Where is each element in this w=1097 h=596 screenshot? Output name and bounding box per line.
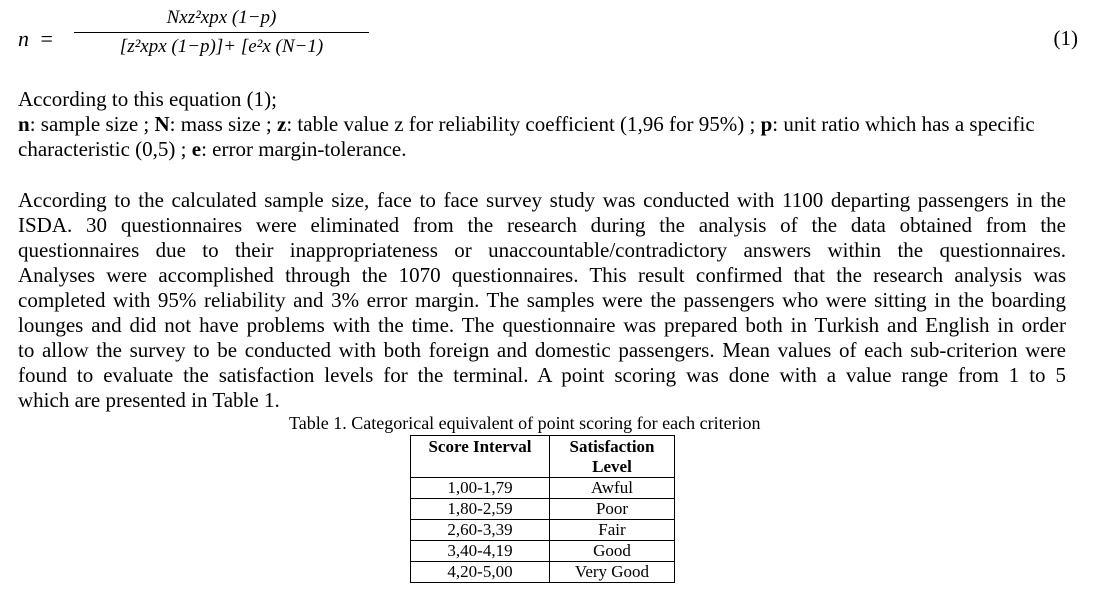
equation-numerator: Nxz²xpx (1−p)	[166, 7, 277, 28]
satisfaction-level-cell: Awful	[550, 478, 675, 499]
fraction-bar	[74, 32, 369, 33]
body-line: According to the calculated sample size, face to face survey study was conducted with 1100 departing passengers in the	[18, 188, 1066, 212]
satisfaction-level-cell: Poor	[550, 499, 675, 520]
body-line: lounges and did not have problems with the time. The questionnaire was prepared both in Turkish and English in order	[18, 313, 1066, 337]
definitions-list	[18, 112, 1066, 162]
body-line: completed with 95% reliability and 3% error margin. The samples were the passengers who were sitting in the boarding	[18, 288, 1066, 312]
def-desc: : unit ratio which has a specific characteristic (0,5) ;	[18, 112, 1035, 161]
def-term: z	[277, 112, 287, 136]
equals-sign: =	[40, 26, 53, 51]
table-row	[411, 541, 675, 562]
definitions-paragraph	[18, 87, 1066, 162]
equation-denominator: [z²xpx (1−p)]+ [e²x (N−1)	[119, 36, 324, 57]
score-interval-cell: 1,00-1,79	[411, 478, 550, 499]
equation-1	[18, 6, 1078, 66]
satisfaction-level-cell: Fair	[550, 520, 675, 541]
body-line: ISDA. 30 questionnaires were eliminated from the research during the analysis of the data obtained from the	[18, 213, 1066, 237]
body-paragraph	[18, 188, 1066, 413]
score-interval-cell: 3,40-4,19	[411, 541, 550, 562]
table-row	[411, 478, 675, 499]
score-interval-cell: 4,20-5,00	[411, 562, 550, 583]
score-table	[410, 435, 675, 583]
equation-variable: n	[18, 26, 29, 51]
body-line: Analyses were accomplished through the 1070 questionnaires. This result confirmed that the research analysis was	[18, 263, 1066, 287]
satisfaction-level-cell: Good	[550, 541, 675, 562]
equation-number: (1)	[1053, 26, 1078, 50]
table-caption: Table 1. Categorical equivalent of point scoring for each criterion	[289, 413, 761, 433]
table-header-row	[411, 436, 675, 478]
definitions-intro: According to this equation (1);	[18, 87, 277, 111]
def-term: n	[18, 112, 30, 136]
def-desc: : sample size ;	[29, 112, 155, 136]
equation-fraction	[74, 6, 369, 59]
body-line: found to evaluate the satisfaction levels for the terminal. A point scoring was done with a value range from 1 to 5	[18, 363, 1066, 387]
score-interval-cell: 2,60-3,39	[411, 520, 550, 541]
equation-lhs	[18, 26, 53, 52]
column-header-score-interval: Score Interval	[411, 436, 550, 478]
column-header-satisfaction-level: Satisfaction Level	[550, 436, 675, 478]
table-row	[411, 499, 675, 520]
def-term: e	[191, 137, 202, 161]
table-row	[411, 562, 675, 583]
score-interval-cell: 1,80-2,59	[411, 499, 550, 520]
body-line: questionnaires due to their inappropriateness or unaccountable/contradictory answers within the questionnaires.	[18, 238, 1066, 262]
def-desc: : error margin-tolerance.	[201, 137, 407, 161]
satisfaction-level-cell: Very Good	[550, 562, 675, 583]
def-desc: : table value z for reliability coefficient (1,96 for 95%) ;	[286, 112, 761, 136]
table-row	[411, 520, 675, 541]
def-desc: : mass size ;	[169, 112, 277, 136]
def-term: N	[154, 112, 170, 136]
def-term: p	[760, 112, 773, 136]
body-line: which are presented in Table 1.	[18, 388, 280, 412]
body-line: to allow the survey to be conducted with both foreign and domestic passengers. Mean values of each sub-criterion were	[18, 338, 1066, 362]
